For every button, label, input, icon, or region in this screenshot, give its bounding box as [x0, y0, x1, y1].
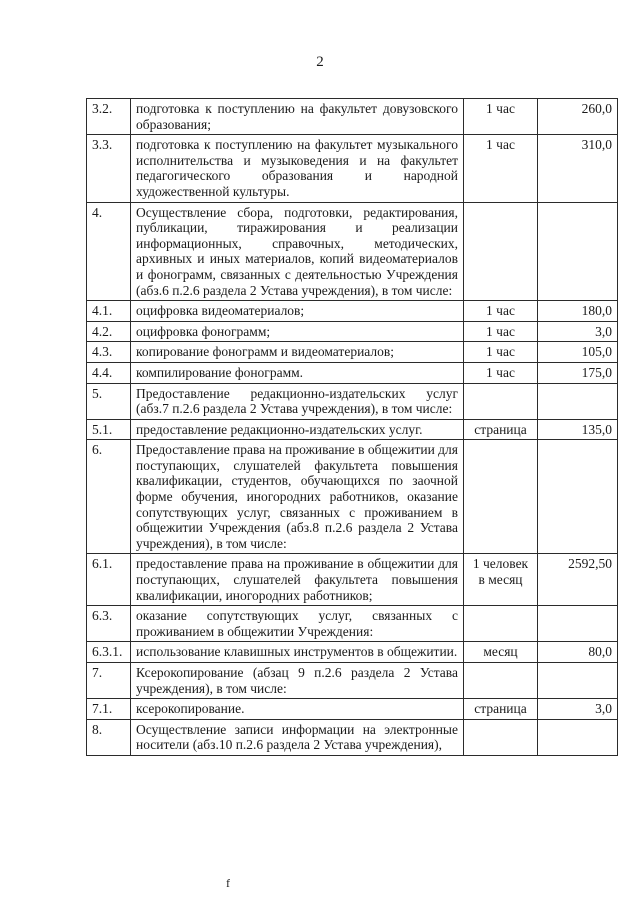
row-unit	[464, 440, 538, 554]
row-unit: 1 час	[464, 99, 538, 135]
row-description: ксерокопирование.	[131, 699, 464, 720]
table-row	[87, 383, 618, 419]
row-number: 3.3.	[87, 135, 131, 202]
row-price: 180,0	[538, 301, 618, 322]
row-unit: 1 человек в месяц	[464, 554, 538, 606]
row-number: 5.	[87, 383, 131, 419]
row-price: 3,0	[538, 321, 618, 342]
table-row	[87, 202, 618, 301]
row-unit	[464, 606, 538, 642]
row-description: подготовка к поступлению на факультет довузовского образования;	[131, 99, 464, 135]
row-price: 2592,50	[538, 554, 618, 606]
row-description: предоставление права на проживание в общежитии для поступающих, слушателей факультета повышения квалификации, иногородних работников;	[131, 554, 464, 606]
row-unit: страница	[464, 699, 538, 720]
footer-mark: f	[226, 876, 230, 890]
row-description: Предоставление права на проживание в общежитии для поступающих, слушателей факультета повышения квалификации, студентов, обучающихся по заочной форме обучения, иногородних работников, оказание сопутствующих услуг, связанных с проживанием в общежитии Учреждения (абз.8 п.2.6 раздела 2 Устава учреждения), в том числе:	[131, 440, 464, 554]
row-description: Ксерокопирование (абзац 9 п.2.6 раздела 2 Устава учреждения), в том числе:	[131, 663, 464, 699]
row-unit: 1 час	[464, 135, 538, 202]
row-description: использование клавишных инструментов в общежитии.	[131, 642, 464, 663]
services-price-table	[86, 98, 618, 756]
table-row	[87, 362, 618, 383]
row-unit	[464, 719, 538, 755]
row-price: 3,0	[538, 699, 618, 720]
row-number: 7.1.	[87, 699, 131, 720]
row-price: 310,0	[538, 135, 618, 202]
row-price	[538, 663, 618, 699]
row-price: 135,0	[538, 419, 618, 440]
row-unit: месяц	[464, 642, 538, 663]
row-number: 4.1.	[87, 301, 131, 322]
table-row	[87, 699, 618, 720]
row-number: 6.1.	[87, 554, 131, 606]
row-description: Предоставление редакционно-издательских услуг (абз.7 п.2.6 раздела 2 Устава учреждения), в том числе:	[131, 383, 464, 419]
table-row	[87, 719, 618, 755]
row-description: копирование фонограмм и видеоматериалов;	[131, 342, 464, 363]
table-row	[87, 301, 618, 322]
row-unit: страница	[464, 419, 538, 440]
table-row	[87, 419, 618, 440]
row-number: 8.	[87, 719, 131, 755]
table-row	[87, 554, 618, 606]
table-row	[87, 135, 618, 202]
table-row	[87, 440, 618, 554]
table-row	[87, 342, 618, 363]
row-description: оцифровка фонограмм;	[131, 321, 464, 342]
row-number: 3.2.	[87, 99, 131, 135]
page-number: 2	[316, 54, 324, 70]
row-number: 7.	[87, 663, 131, 699]
row-unit: 1 час	[464, 301, 538, 322]
row-price: 80,0	[538, 642, 618, 663]
row-unit: 1 час	[464, 342, 538, 363]
table-row	[87, 663, 618, 699]
row-number: 5.1.	[87, 419, 131, 440]
row-description: подготовка к поступлению на факультет музыкального исполнительства и музыковедения и на факультет педагогического образования и народной художественной культуры.	[131, 135, 464, 202]
table-row	[87, 642, 618, 663]
row-price	[538, 606, 618, 642]
row-number: 6.	[87, 440, 131, 554]
row-unit: 1 час	[464, 321, 538, 342]
row-description: Осуществление сбора, подготовки, редактирования, публикации, тиражирования и реализации информационных, справочных, методических, архивных и иных материалов, копий видеоматериалов и фонограмм, связанных с деятельностью Учреждения (абз.6 п.2.6 раздела 2 Устава учреждения), в том числе:	[131, 202, 464, 301]
row-unit	[464, 663, 538, 699]
row-number: 6.3.	[87, 606, 131, 642]
row-number: 4.	[87, 202, 131, 301]
row-number: 4.4.	[87, 362, 131, 383]
row-description: оказание сопутствующих услуг, связанных с проживанием в общежитии Учреждения:	[131, 606, 464, 642]
row-description: оцифровка видеоматериалов;	[131, 301, 464, 322]
row-price	[538, 719, 618, 755]
table-body	[87, 99, 618, 756]
row-unit	[464, 383, 538, 419]
row-description: Осуществление записи информации на электронные носители (абз.10 п.2.6 раздела 2 Устава учреждения),	[131, 719, 464, 755]
row-description: компилирование фонограмм.	[131, 362, 464, 383]
row-description: предоставление редакционно-издательских услуг.	[131, 419, 464, 440]
row-unit	[464, 202, 538, 301]
row-number: 4.3.	[87, 342, 131, 363]
table-row	[87, 606, 618, 642]
table-row	[87, 321, 618, 342]
row-number: 4.2.	[87, 321, 131, 342]
row-price	[538, 202, 618, 301]
table-row	[87, 99, 618, 135]
row-price: 105,0	[538, 342, 618, 363]
row-price: 260,0	[538, 99, 618, 135]
row-price	[538, 440, 618, 554]
row-price	[538, 383, 618, 419]
row-price: 175,0	[538, 362, 618, 383]
row-number: 6.3.1.	[87, 642, 131, 663]
row-unit: 1 час	[464, 362, 538, 383]
